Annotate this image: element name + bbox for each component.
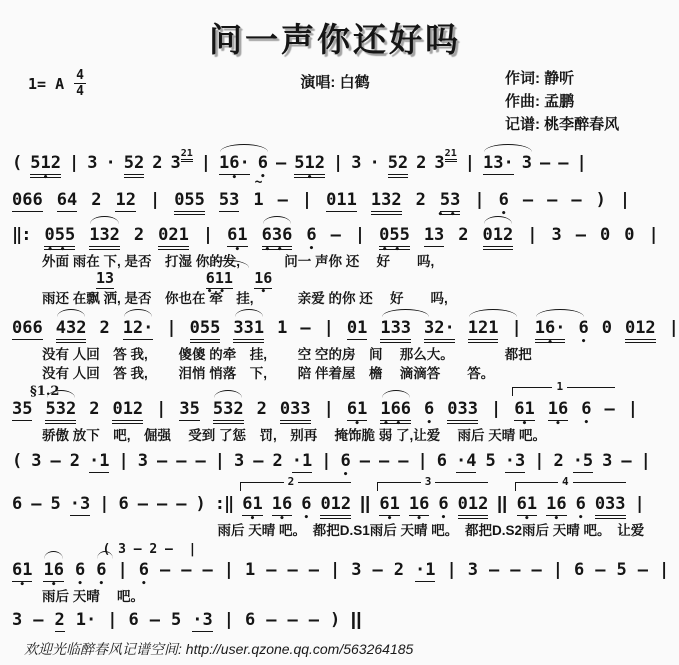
note-token: 132	[89, 225, 120, 250]
barline: |	[156, 399, 167, 419]
note-token: $3^{21}$	[170, 148, 193, 173]
notes-row	[12, 451, 658, 478]
note-token: 2	[553, 451, 564, 471]
note-token: 61 •	[227, 225, 247, 247]
note-token: –	[275, 153, 287, 173]
note-token: 64	[57, 190, 77, 212]
note-token: 6	[12, 494, 23, 514]
barline: |	[332, 153, 344, 173]
note-token: –	[149, 610, 160, 630]
note-token: 6	[118, 494, 129, 514]
barline: |	[511, 318, 522, 338]
note-token: –	[372, 560, 383, 580]
note-token: 2	[415, 190, 426, 210]
system	[12, 318, 679, 383]
barline: |	[627, 399, 638, 419]
note-token: 6 •	[499, 190, 509, 210]
note-token: 512 •	[30, 153, 61, 178]
note-token: 2	[99, 318, 110, 338]
barline: |	[417, 451, 428, 471]
notes-row	[12, 560, 670, 587]
note-token: –	[266, 610, 277, 630]
barline: |	[668, 318, 679, 338]
singer-credit: 演唱: 白鹤	[300, 74, 370, 91]
note-token: 52	[124, 153, 144, 178]
note-token: 6	[436, 451, 447, 471]
note-token: 16 •	[548, 399, 568, 421]
barline: |	[534, 451, 545, 471]
note-token: 6 •	[75, 560, 85, 580]
note-token: 6 •	[340, 451, 350, 471]
key-label: 1= A	[28, 74, 65, 93]
note-token: 13	[95, 269, 115, 287]
note-token: ·1	[292, 451, 312, 473]
note-token: ·3	[192, 610, 212, 632]
sub-notes-row	[12, 271, 658, 289]
barline: |	[527, 225, 538, 245]
note-token: 12·	[123, 318, 154, 340]
barline: |	[107, 610, 118, 630]
time-numerator: 4	[76, 68, 84, 83]
note-token: 133	[380, 318, 411, 343]
system	[12, 225, 658, 308]
barline: |	[166, 318, 177, 338]
note-token: 2	[393, 560, 404, 580]
note-token: 16 •	[546, 494, 566, 516]
note-token: 53	[219, 190, 239, 212]
note-token: 055 ••	[379, 225, 410, 250]
note-token: 2	[55, 610, 65, 632]
footer-note: 欢迎光临醉春风记谱空间: http://user.qzone.qq.com/563264185	[24, 641, 414, 657]
note-token: ·5	[573, 451, 593, 473]
note-token: 61 •	[379, 494, 399, 516]
note-token: 132	[371, 190, 402, 215]
score	[10, 137, 679, 637]
note-token: 6 •	[424, 399, 434, 419]
volta-group	[514, 380, 615, 421]
note-token: 166 ••	[380, 399, 411, 424]
note-token: 61 •	[12, 560, 32, 582]
volta-label: 1	[552, 380, 567, 393]
volta-group	[379, 475, 489, 519]
note-token: –	[604, 399, 615, 419]
note-token: –	[287, 610, 298, 630]
note-token: 35	[12, 399, 32, 421]
time-denominator: 4	[76, 84, 84, 99]
note-token: 61 •	[347, 399, 367, 421]
note-token: 6 •	[139, 560, 149, 580]
system	[12, 148, 658, 180]
grace-notes: 21	[181, 148, 193, 162]
note-token: 6	[244, 610, 256, 630]
note-token: –	[558, 153, 569, 173]
barline: |	[648, 225, 659, 245]
note-token: ·3	[505, 451, 525, 473]
note-token: –	[575, 225, 587, 245]
lyrics-line: 雨后 天晴 吧。	[42, 589, 145, 604]
note-token: 0	[601, 318, 612, 338]
note-token: )	[195, 494, 206, 514]
note-token: –	[300, 318, 311, 338]
note-token: 1	[277, 318, 288, 338]
note-token: $3^{21}$	[434, 148, 457, 173]
barline: |	[464, 153, 475, 173]
note-token: 012	[483, 225, 514, 250]
note-token: 1·	[75, 610, 97, 630]
note-token: 3	[87, 153, 98, 173]
note-token: –	[571, 190, 582, 210]
note-token: 12	[115, 190, 135, 212]
note-token: 611 ••	[206, 269, 233, 289]
note-token: 055	[190, 318, 221, 343]
volta-label: 4	[558, 475, 573, 488]
system	[12, 451, 658, 478]
note-token: 61 •	[514, 399, 534, 421]
note-token: –	[359, 451, 370, 471]
note-token: 35	[179, 399, 199, 421]
note-token: –	[176, 494, 187, 514]
note-token: 3	[521, 153, 532, 173]
note-token: –	[50, 451, 61, 471]
note-token: 16 •	[43, 560, 63, 582]
note-token: –	[195, 451, 206, 471]
lyrics-line: 没有 人回 答 我, 泪悄 悄落 下, 陪 伴着屋 檐 滴滴答 答。	[42, 366, 495, 381]
barline: |	[321, 451, 332, 471]
note-token: –	[156, 494, 168, 514]
barline: |	[354, 225, 366, 245]
note-token: 512 •	[294, 153, 325, 178]
note-token: –	[266, 560, 277, 580]
note-token: 432	[56, 318, 87, 343]
note-token: –	[547, 190, 558, 210]
barline: |	[200, 153, 211, 173]
note-token: 021	[158, 225, 189, 250]
system	[12, 380, 658, 445]
note-token: –	[621, 451, 632, 471]
note-token: –	[137, 494, 148, 514]
note-token: 6 •	[438, 494, 448, 514]
note-token: 16· •	[535, 318, 566, 343]
note-token: 2	[256, 399, 267, 419]
header-meta	[10, 61, 660, 137]
note-token: 2	[89, 399, 100, 419]
barline: |	[474, 190, 485, 210]
note-token: ·1	[89, 451, 109, 473]
note-token: 2	[416, 153, 427, 173]
note-token: 066	[12, 318, 43, 340]
note-token: 331	[233, 318, 264, 343]
note-token: 011	[326, 190, 357, 212]
system	[12, 542, 670, 606]
note-token: (	[12, 153, 23, 173]
note-token: 16 •	[254, 269, 272, 289]
credits-block	[505, 67, 619, 136]
note-token: 6 •	[578, 318, 588, 338]
note-token: 16 •	[272, 494, 292, 516]
song-title: 问一声你还好吗	[209, 21, 461, 58]
note-token: 055	[174, 190, 205, 215]
note-token: 2	[458, 225, 469, 245]
note-token: –	[176, 451, 187, 471]
system	[12, 475, 658, 540]
note-token: 2	[152, 153, 163, 173]
note-token: ~ 1	[253, 190, 263, 210]
note-token: 16 •	[409, 494, 429, 516]
note-token: 532	[45, 399, 76, 424]
note-token: –	[287, 560, 298, 580]
barline: |	[640, 451, 651, 471]
lyrics-line: 雨还 在飘 洒, 是否 你也在 牵 挂, 亲爱 的你 还 好 吗,	[42, 291, 448, 306]
system	[12, 190, 658, 217]
note-token: 033	[595, 494, 626, 519]
note-token: ·	[369, 153, 380, 173]
note-token: 6 •	[301, 494, 311, 514]
note-token: 033	[447, 399, 478, 424]
note-token: –	[202, 560, 213, 580]
notes-row	[12, 475, 658, 521]
note-token: 012	[112, 399, 143, 424]
note-token: 5	[50, 494, 61, 514]
note-token: 53 ••	[440, 190, 460, 215]
note-token: 01	[347, 318, 367, 340]
note-token: 6 •	[258, 153, 268, 173]
note-token: 012	[458, 494, 489, 519]
note-token: 61 •	[517, 494, 537, 516]
note-token: 2	[69, 451, 80, 471]
barline: |	[118, 451, 129, 471]
notes-row	[12, 610, 658, 637]
note-token: 055 ••	[44, 225, 75, 250]
barline: |	[619, 190, 631, 210]
note-token: 3	[551, 225, 562, 245]
note-token: 3	[12, 610, 23, 630]
note-token: 5	[485, 451, 496, 471]
note-token: 033	[280, 399, 311, 424]
barline: |	[214, 451, 225, 471]
note-token: 52	[388, 153, 408, 178]
note-token: 13	[424, 225, 444, 247]
pre-phrase: ( 3 – 2 – |	[102, 542, 197, 557]
note-token: 3	[602, 451, 613, 471]
note-token: 3	[351, 153, 362, 173]
volta-label: 3	[421, 475, 436, 488]
note-token: (	[12, 451, 23, 471]
note-token: 3	[137, 451, 148, 471]
note-token: 012	[320, 494, 351, 519]
note-token: –	[308, 610, 319, 630]
note-token: –	[539, 153, 551, 173]
note-token: 012	[625, 318, 656, 343]
note-token: 2	[91, 190, 102, 210]
barline: |	[99, 494, 110, 514]
volta-group	[242, 475, 352, 519]
note-token: 16· •	[219, 153, 250, 175]
note-token: –	[181, 560, 192, 580]
note-token: ‖	[349, 610, 364, 630]
composer-credit: 作曲: 孟鹏	[505, 93, 575, 110]
barline: |	[301, 190, 313, 210]
note-token: –	[253, 451, 264, 471]
note-token: –	[330, 225, 341, 245]
transcriber-credit: 记谱: 桃李醉春风	[505, 116, 620, 133]
barline: |	[68, 153, 80, 173]
barline: |	[491, 399, 502, 419]
note-token: )	[595, 190, 606, 210]
note-token: 13·	[483, 153, 514, 175]
note-token: 121	[468, 318, 499, 343]
note-token: 2	[272, 451, 283, 471]
barline: |	[117, 560, 128, 580]
barline: |	[323, 399, 334, 419]
note-token: 0	[600, 225, 611, 245]
note-token: –	[31, 494, 42, 514]
note-token: 1	[244, 560, 256, 580]
note-token: 532	[213, 399, 244, 424]
note-token: ·1	[415, 560, 435, 582]
note-token: 6	[128, 610, 139, 630]
note-token: –	[522, 190, 534, 210]
note-token: 3	[467, 560, 478, 580]
barline: |	[552, 560, 563, 580]
lyrics-line: 外面 雨在 下, 是否 打湿 你的发, 问一 声你 还 好 吗,	[42, 254, 435, 269]
lyrics-line: 没有 人回 答 我, 傻傻 的牵 挂, 空 空的房 间 那么大。 都把	[42, 347, 532, 362]
note-token: –	[398, 451, 409, 471]
notes-row	[12, 190, 658, 217]
note-token: –	[595, 560, 606, 580]
note-token: –	[277, 190, 288, 210]
note-token: –	[510, 560, 521, 580]
note-token: 32·	[424, 318, 455, 343]
note-token: ‖	[358, 494, 372, 514]
barline: |	[202, 225, 214, 245]
barline: |	[223, 560, 234, 580]
note-token: –	[156, 451, 168, 471]
note-token: 6	[573, 560, 585, 580]
note-token: 3	[351, 560, 362, 580]
note-token: –	[531, 560, 542, 580]
lyricist-credit: 作词: 静听	[505, 70, 575, 87]
note-token: 6 •	[581, 399, 591, 419]
note-token: 2	[133, 225, 145, 245]
note-token: 5	[616, 560, 627, 580]
notes-row	[12, 225, 658, 252]
note-token: )	[329, 610, 341, 630]
note-token: 3	[233, 451, 245, 471]
barline: |	[446, 560, 457, 580]
note-token: –	[308, 560, 319, 580]
note-token: ·3	[70, 494, 90, 516]
note-token: –	[159, 560, 171, 580]
notes-row	[12, 148, 658, 180]
note-token: 6 •	[576, 494, 586, 514]
note-token: 61 •	[242, 494, 262, 516]
note-token: 6 •	[96, 560, 106, 580]
note-token: ·4	[456, 451, 476, 473]
barline: |	[149, 190, 161, 210]
note-token: 0	[624, 225, 635, 245]
note-token: –	[378, 451, 390, 471]
grace-notes: 21	[445, 148, 457, 162]
note-token: 3	[31, 451, 42, 471]
barline: |	[223, 610, 234, 630]
note-token: 5	[170, 610, 182, 630]
note-token: –	[488, 560, 500, 580]
note-token: –	[637, 560, 648, 580]
notes-row	[12, 380, 658, 426]
note-token: 6 •	[306, 225, 316, 245]
lyrics-line: 骄傲 放下 吧, 倔强 受到 了惩 罚, 别再 掩饰脆 弱 了,让爱 雨后 天晴 吧。	[42, 428, 547, 443]
barline: |	[634, 494, 645, 514]
note-token: ·	[105, 153, 116, 173]
note-token: 636 ••	[262, 225, 293, 250]
note-token: –	[33, 610, 44, 630]
volta-group	[516, 475, 626, 519]
note-token: :‖	[214, 494, 234, 514]
segno-mark: §1.2	[30, 384, 60, 399]
note-token: ‖	[496, 494, 509, 514]
barline: |	[658, 560, 670, 580]
notes-row	[12, 318, 679, 345]
volta-label: 2	[284, 475, 299, 488]
note-token: ‖:	[12, 225, 31, 245]
barline: |	[576, 153, 587, 173]
note-token: 066	[12, 190, 43, 212]
system	[12, 610, 658, 637]
barline: |	[323, 318, 334, 338]
barline: |	[329, 560, 341, 580]
lyrics-line: 雨后 天晴 吧。 都把D.S1雨后 天晴 吧。 都把D.S2雨后 天晴 吧。 让爱	[42, 523, 645, 538]
